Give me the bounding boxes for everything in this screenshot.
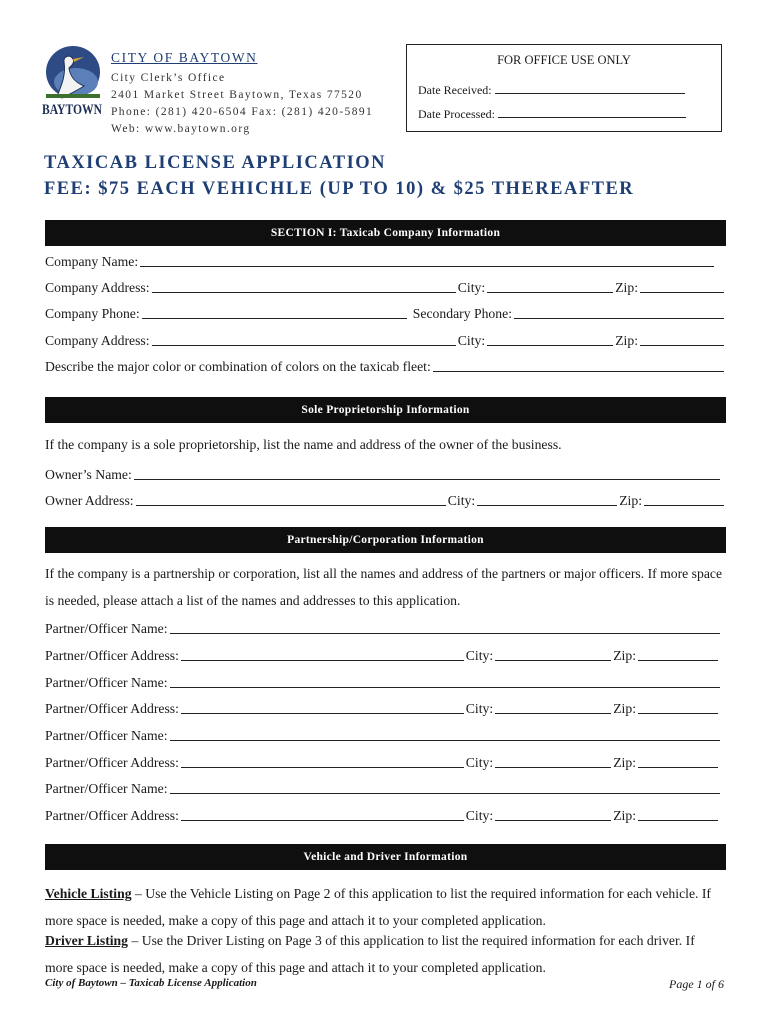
partner-name-field[interactable] xyxy=(170,687,721,688)
owner-name-label: Owner’s Name: xyxy=(45,467,132,482)
fee-title: FEE: $75 EACH VEHICHLE (UP TO 10) & $25 THEREAFTER xyxy=(44,179,635,199)
partner-name-row-3 xyxy=(45,724,724,744)
partner-address-row-2 xyxy=(45,697,724,717)
partner-zip-label: Zip: xyxy=(613,808,636,823)
office-use-title: FOR OFFICE USE ONLY xyxy=(497,53,631,67)
partner-address-label: Partner/Officer Address: xyxy=(45,701,179,716)
company-zip-2-field[interactable] xyxy=(640,345,724,346)
fleet-colors-row xyxy=(45,355,724,375)
section1-heading: SECTION I: Taxicab Company Information xyxy=(45,220,726,246)
partner-name-row-2 xyxy=(45,671,724,691)
partner-city-field[interactable] xyxy=(495,767,611,768)
partner-name-field[interactable] xyxy=(170,793,721,794)
partner-name-row-4 xyxy=(45,777,724,797)
company-address-2-row xyxy=(45,329,724,349)
partnership-intro: If the company is a partnership or corporation, list all the names and address of the partners or major officers. If more space is needed, please attach a list of the names and addresses to this application. xyxy=(45,566,723,608)
office-name: City Clerk’s Office xyxy=(111,72,226,84)
partner-zip-field[interactable] xyxy=(638,820,718,821)
secondary-phone-field[interactable] xyxy=(514,318,724,319)
company-phone-label: Company Phone: xyxy=(45,306,140,321)
fleet-colors-label: Describe the major color or combination of colors on the taxicab fleet: xyxy=(45,359,431,374)
date-received-label: Date Received: xyxy=(418,83,492,97)
date-processed-label: Date Processed: xyxy=(418,107,495,121)
partner-city-field[interactable] xyxy=(495,820,611,821)
partner-name-row-1 xyxy=(45,617,724,637)
company-address-label: Company Address: xyxy=(45,280,150,295)
sole-heading: Sole Proprietorship Information xyxy=(45,397,726,423)
driver-listing-text xyxy=(45,928,724,981)
company-city-2-field[interactable] xyxy=(487,345,613,346)
company-zip-label: Zip: xyxy=(615,280,638,295)
company-address-2-field[interactable] xyxy=(152,345,456,346)
company-phone-row xyxy=(45,302,724,322)
company-zip-field[interactable] xyxy=(640,292,724,293)
date-received-field[interactable] xyxy=(495,93,685,94)
partner-zip-field[interactable] xyxy=(638,660,718,661)
partner-name-label: Partner/Officer Name: xyxy=(45,781,168,796)
page-number: Page 1 of 6 xyxy=(669,977,724,991)
date-processed-field[interactable] xyxy=(498,117,686,118)
owner-name-field[interactable] xyxy=(134,479,720,480)
partner-address-row-1 xyxy=(45,644,724,664)
partner-address-field[interactable] xyxy=(181,767,464,768)
vehicle-listing-label: Vehicle Listing xyxy=(45,886,132,901)
owner-zip-field[interactable] xyxy=(644,505,724,506)
owner-address-label: Owner Address: xyxy=(45,493,134,508)
partnership-heading: Partnership/Corporation Information xyxy=(45,527,726,553)
partner-city-label: City: xyxy=(465,648,494,663)
partner-name-label: Partner/Officer Name: xyxy=(45,675,168,690)
partner-zip-label: Zip: xyxy=(613,755,636,770)
sole-intro: If the company is a sole proprietorship, list the name and address of the owner of the business. xyxy=(45,437,562,452)
partner-city-field[interactable] xyxy=(495,660,611,661)
company-city-field[interactable] xyxy=(487,292,613,293)
fleet-colors-field[interactable] xyxy=(433,371,724,372)
driver-listing-body: – Use the Driver Listing on Page 3 of this application to list the required information for each driver. If more space is needed, make a copy of this page and attach it to your completed application. xyxy=(45,933,695,975)
footer-title: City of Baytown – Taxicab License Application xyxy=(45,977,257,989)
owner-city-field[interactable] xyxy=(477,505,617,506)
partner-address-field[interactable] xyxy=(181,820,464,821)
secondary-phone-label: Secondary Phone: xyxy=(412,306,512,321)
company-address-row xyxy=(45,276,724,296)
partner-city-field[interactable] xyxy=(495,713,611,714)
partner-city-label: City: xyxy=(465,701,494,716)
city-of-baytown-logo xyxy=(40,44,104,122)
office-phone-fax: Phone: (281) 420-6504 Fax: (281) 420-5891 xyxy=(111,106,374,118)
company-city-label: City: xyxy=(457,280,486,295)
vehicle-heading: Vehicle and Driver Information xyxy=(45,844,726,870)
partner-zip-field[interactable] xyxy=(638,767,718,768)
partner-address-label: Partner/Officer Address: xyxy=(45,808,179,823)
partner-address-field[interactable] xyxy=(181,660,464,661)
vehicle-listing-body: – Use the Vehicle Listing on Page 2 of this application to list the required information for each vehicle. If more space is needed, make a copy of this page and attach it to your completed application. xyxy=(45,886,711,928)
org-name: CITY OF BAYTOWN xyxy=(111,50,258,65)
company-address-2-label: Company Address: xyxy=(45,333,150,348)
partner-address-row-3 xyxy=(45,751,724,771)
owner-zip-label: Zip: xyxy=(619,493,642,508)
partner-city-label: City: xyxy=(465,755,494,770)
company-name-field[interactable] xyxy=(140,266,714,267)
svg-text:BAYTOWN: BAYTOWN xyxy=(42,102,103,118)
company-city-2-label: City: xyxy=(457,333,486,348)
partner-zip-label: Zip: xyxy=(613,701,636,716)
vehicle-listing-text xyxy=(45,881,724,934)
partner-zip-label: Zip: xyxy=(613,648,636,663)
date-processed-row xyxy=(418,107,686,122)
partner-name-label: Partner/Officer Name: xyxy=(45,621,168,636)
partner-address-label: Partner/Officer Address: xyxy=(45,755,179,770)
owner-city-label: City: xyxy=(447,493,476,508)
company-phone-field[interactable] xyxy=(142,318,407,319)
company-name-label: Company Name: xyxy=(45,254,139,269)
company-name-row xyxy=(45,250,724,270)
company-zip-2-label: Zip: xyxy=(615,333,638,348)
partner-city-label: City: xyxy=(465,808,494,823)
office-address: 2401 Market Street Baytown, Texas 77520 xyxy=(111,89,363,101)
office-use-box xyxy=(406,44,722,132)
partner-address-row-4 xyxy=(45,804,724,824)
partner-address-label: Partner/Officer Address: xyxy=(45,648,179,663)
partner-name-field[interactable] xyxy=(170,740,721,741)
partner-address-field[interactable] xyxy=(181,713,464,714)
partner-name-label: Partner/Officer Name: xyxy=(45,728,168,743)
date-received-row xyxy=(418,83,685,98)
driver-listing-label: Driver Listing xyxy=(45,933,129,948)
partner-name-field[interactable] xyxy=(170,633,721,634)
office-web: Web: www.baytown.org xyxy=(111,123,251,135)
owner-address-field[interactable] xyxy=(136,505,446,506)
owner-address-row xyxy=(45,489,724,509)
owner-name-row xyxy=(45,463,724,483)
form-title: TAXICAB LICENSE APPLICATION xyxy=(44,153,387,173)
partner-zip-field[interactable] xyxy=(638,713,718,714)
company-address-field[interactable] xyxy=(152,292,456,293)
